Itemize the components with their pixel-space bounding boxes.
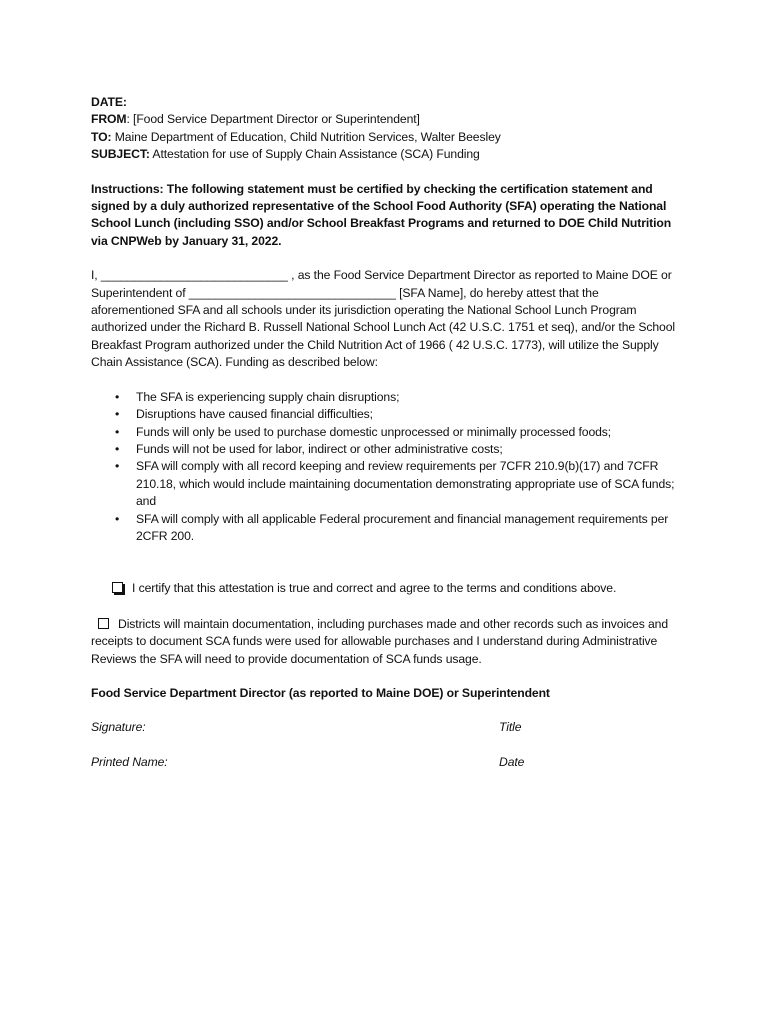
bullet-icon: • xyxy=(115,441,120,456)
list-item xyxy=(91,389,679,406)
bullet-icon: • xyxy=(115,459,120,474)
condition-text: Disruptions have caused financial difficulties; xyxy=(136,407,373,422)
date-field-label: Date xyxy=(499,755,525,770)
printed-name-row xyxy=(91,754,679,772)
certify-row xyxy=(91,580,679,597)
to-value: Maine Department of Education, Child Nutrition Services, Walter Beesley xyxy=(111,129,501,144)
districts-statement: Districts will maintain documentation, including purchases made and other records such as invoices and receipts to document SCA funds were used for allowable purchases and I understand during Administrative Reviews the SFA will need to provide documentation of SCA funds usage. xyxy=(91,616,669,666)
subject-value: Attestation for use of Supply Chain Assistance (SCA) Funding xyxy=(149,147,480,162)
printed-name-label: Printed Name: xyxy=(91,755,168,770)
subject-line xyxy=(91,146,679,163)
certify-statement: I certify that this attestation is true and correct and agree to the terms and conditions above. xyxy=(132,581,617,596)
condition-text: The SFA is experiencing supply chain disruptions; xyxy=(136,389,400,404)
certify-checkbox[interactable] xyxy=(112,582,123,593)
condition-text: Funds will not be used for labor, indirect or other administrative costs; xyxy=(136,441,503,456)
director-heading: Food Service Department Director (as reported to Maine DOE) or Superintendent xyxy=(91,685,550,700)
conditions-list xyxy=(91,389,679,546)
to-line xyxy=(91,129,679,146)
attestation-paragraph: I, ____________________________ , as the Food Service Department Director as reported to Maine DOE or Superintendent of _______________________________ [SFA Name], do hereby attest that the aforementioned SFA and all schools under its jurisdiction operating the National School Lunch Program authorized under the Richard B. Russell National School Lunch Act (42 U.S.C. 1751 et seq), and/or the School Breakfast Program authorized under the Child Nutrition Act of 1966 ( 42 U.S.C. 1773), will utilize the Supply Chain Assistance (SCA). Funding as described below: xyxy=(91,268,676,370)
condition-text: SFA will comply with all record keeping and review requirements per 7CFR 210.9(b)(17) and 7CFR 210.18, which would include maintaining documentation demonstrating appropriate use of SCA funds; and xyxy=(136,459,675,509)
signature-label: Signature: xyxy=(91,720,146,735)
to-label: TO: xyxy=(91,129,112,144)
bullet-icon: • xyxy=(115,389,120,404)
list-item xyxy=(91,458,679,510)
subject-label: SUBJECT: xyxy=(91,147,150,162)
document-body xyxy=(91,94,679,772)
instructions-paragraph: Instructions: The following statement must be certified by checking the certification statement and signed by a duly authorized representative of the School Food Authority (SFA) operating the National School Lunch (including SSO) and/or School Breakfast Programs and returned to DOE Child Nutrition via CNPWeb by January 31, 2022. xyxy=(91,181,672,248)
from-line xyxy=(91,111,679,128)
condition-text: SFA will comply with all applicable Federal procurement and financial management requirements per 2CFR 200. xyxy=(136,511,669,543)
condition-text: Funds will only be used to purchase domestic unprocessed or minimally processed foods; xyxy=(136,424,612,439)
title-label: Title xyxy=(499,720,522,735)
bullet-icon: • xyxy=(115,511,120,526)
signature-row xyxy=(91,719,679,737)
districts-row xyxy=(91,616,679,668)
bullet-icon: • xyxy=(115,424,120,439)
districts-checkbox[interactable] xyxy=(98,618,109,629)
list-item xyxy=(91,406,679,423)
bullet-icon: • xyxy=(115,407,120,422)
list-item xyxy=(91,511,679,546)
from-label: FROM xyxy=(91,112,127,127)
date-label: DATE: xyxy=(91,95,127,109)
from-value: : [Food Service Department Director or Superintendent] xyxy=(126,112,420,127)
list-item xyxy=(91,424,679,441)
list-item xyxy=(91,441,679,458)
